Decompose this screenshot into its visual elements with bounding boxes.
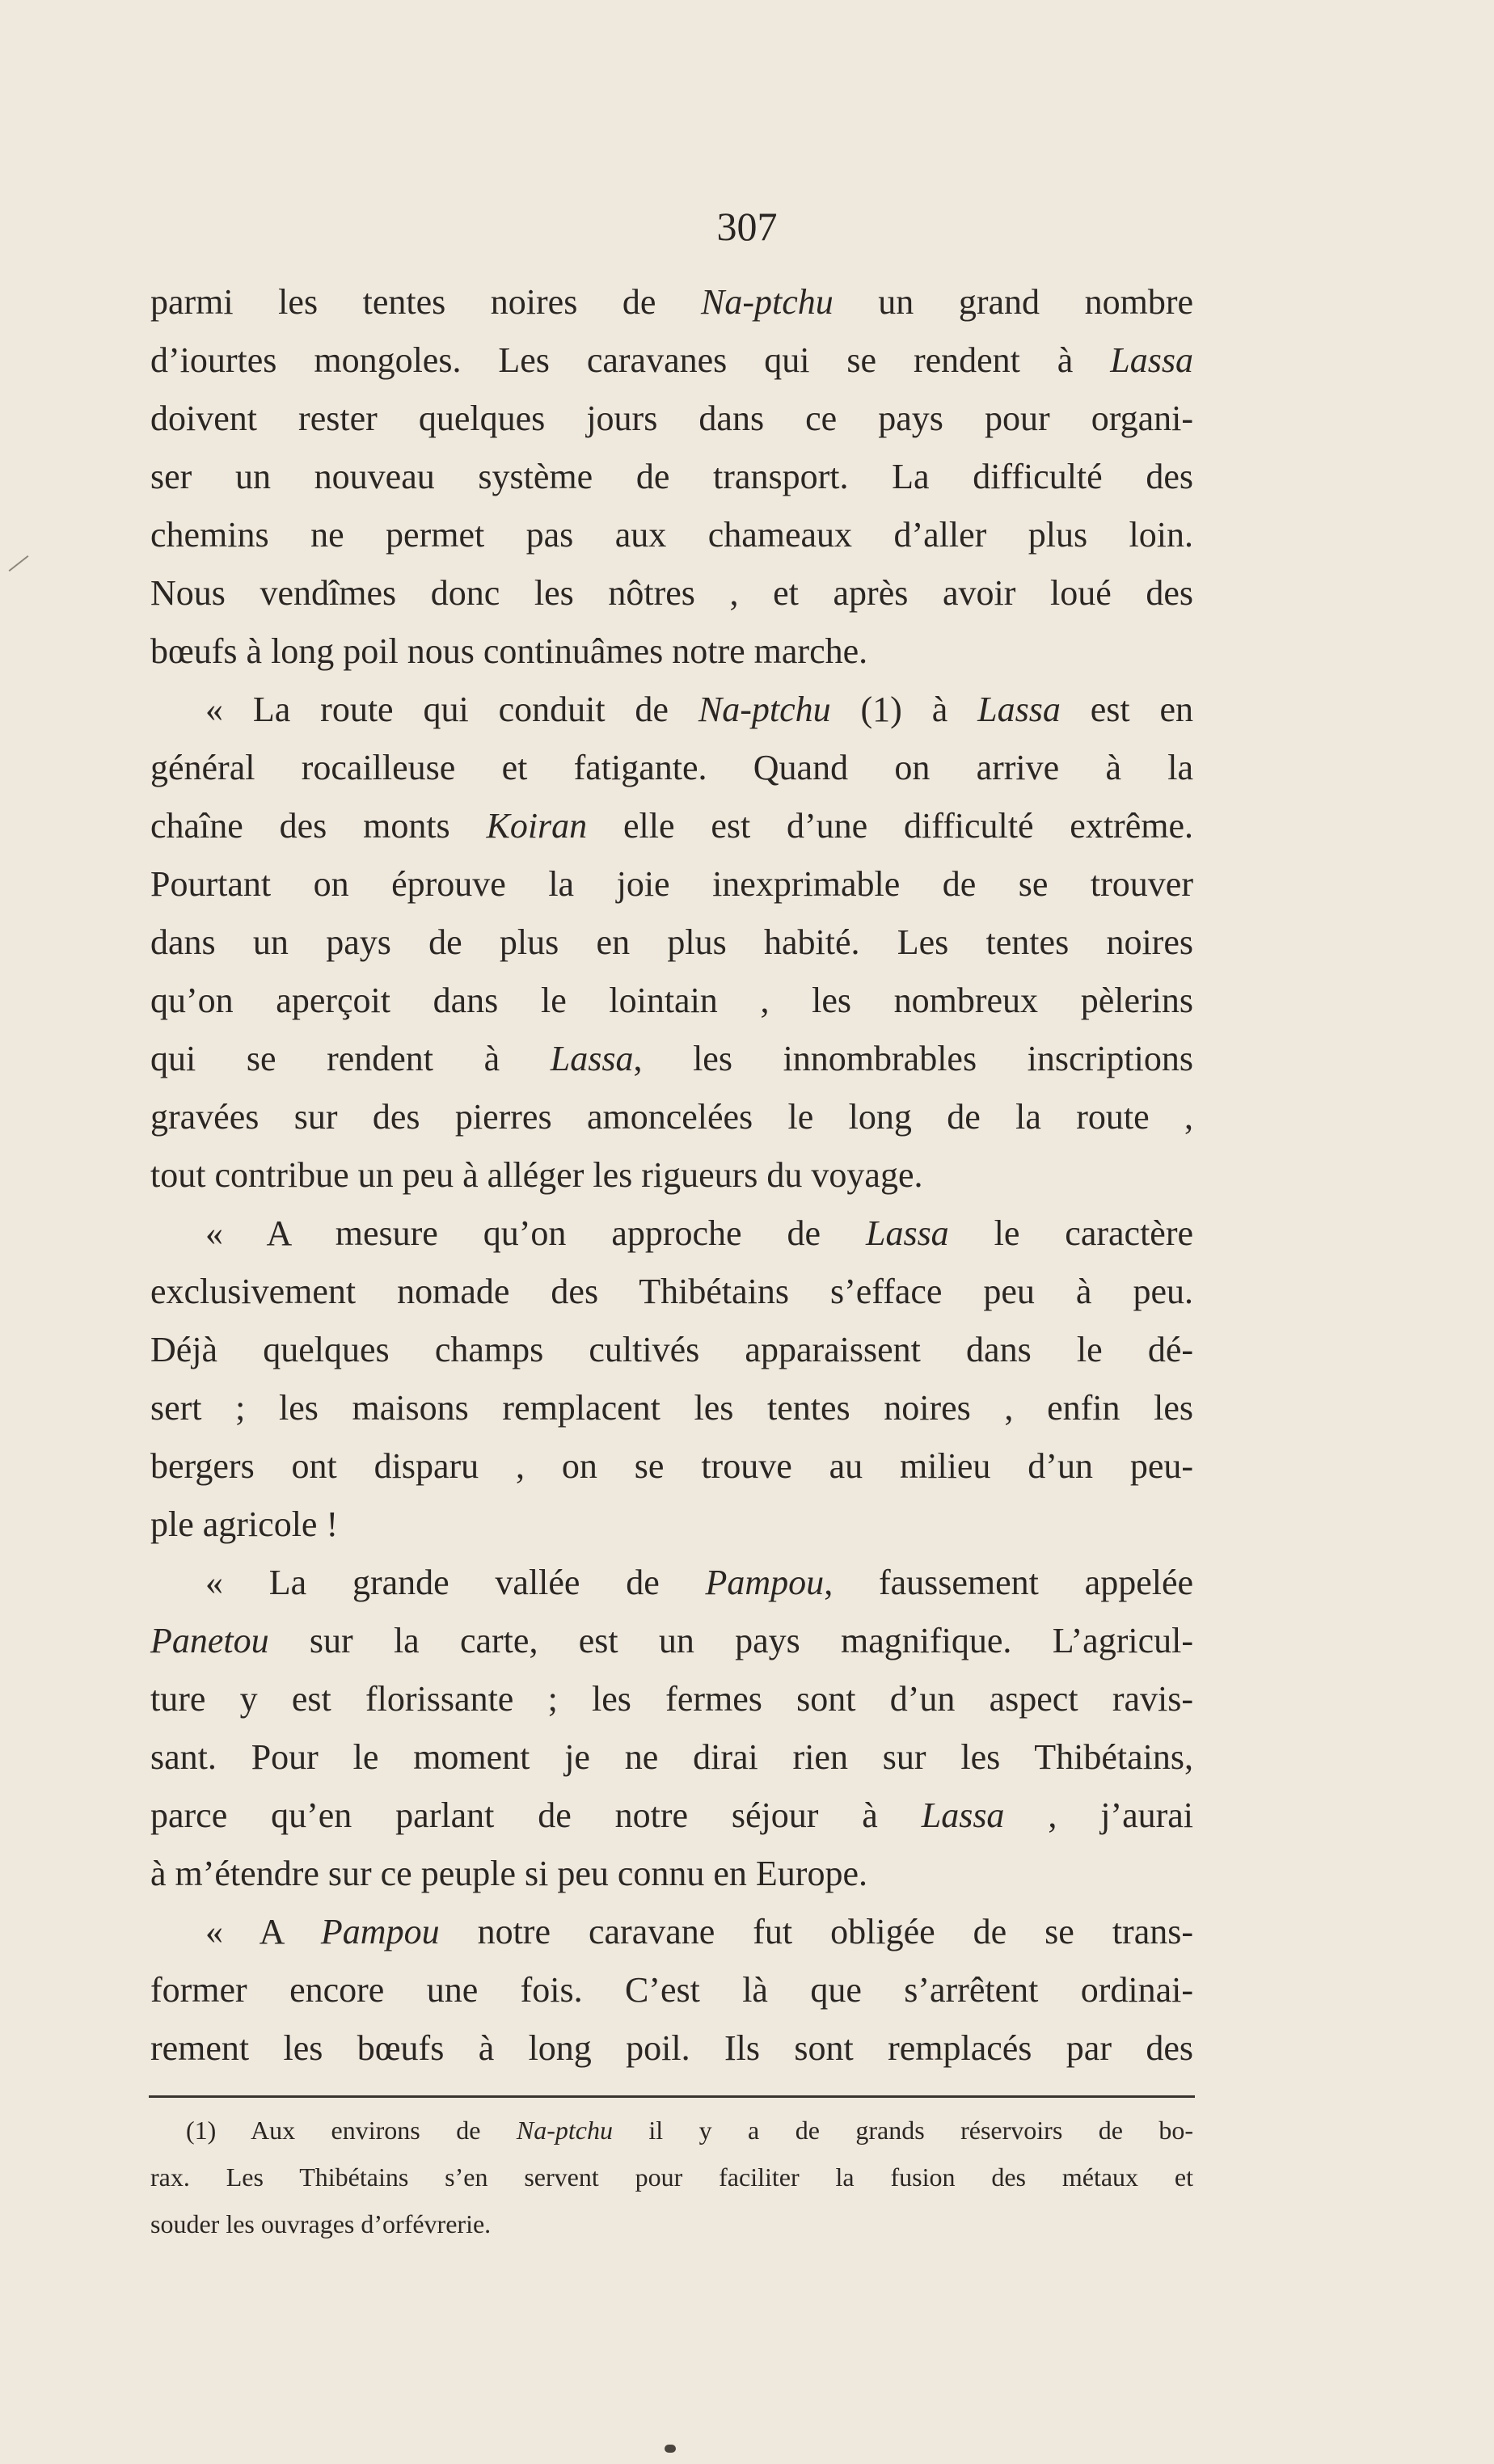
text-line: Déjà quelques champs cultivés apparaissent dans le dé-: [150, 1330, 1193, 1369]
text-line: d’iourtes mongoles. Les caravanes qui se rendent à Lassa: [150, 340, 1193, 380]
text-line: qu’on aperçoit dans le lointain , les nombreux pèlerins: [150, 981, 1193, 1020]
footnote-rule: [149, 2095, 1195, 2098]
text-line: sert ; les maisons remplacent les tentes noires , enfin les: [150, 1388, 1193, 1428]
text-line: bergers ont disparu , on se trouve au milieu d’un peu-: [150, 1446, 1193, 1486]
italic-place-name: Lassa: [1110, 340, 1193, 380]
italic-place-name: Pampou: [320, 1912, 440, 1951]
text-line: Panetou sur la carte, est un pays magnifique. L’agricul-: [150, 1621, 1193, 1660]
body-text: [150, 273, 1193, 2078]
text-line: à m’étendre sur ce peuple si peu connu en Europe.: [150, 1854, 867, 1893]
italic-place-name: Pampou: [705, 1563, 825, 1602]
text-line: général rocailleuse et fatigante. Quand on arrive à la: [150, 748, 1193, 787]
margin-pencil-mark: [9, 555, 29, 572]
text-line: ture y est florissante ; les fermes sont d’un aspect ravis-: [150, 1679, 1193, 1719]
text-line: « A mesure qu’on approche de Lassa le caractère: [205, 1213, 1193, 1253]
text-line: tout contribue un peu à alléger les rigueurs du voyage.: [150, 1155, 923, 1195]
text-line: chaîne des monts Koiran elle est d’une difficulté extrême.: [150, 806, 1193, 846]
text-line: ser un nouveau système de transport. La difficulté des: [150, 457, 1193, 496]
text-line: bœufs à long poil nous continuâmes notre marche.: [150, 631, 868, 671]
text-line: former encore une fois. C’est là que s’arrêtent ordinai-: [150, 1970, 1193, 2010]
italic-place-name: Na-ptchu: [698, 690, 831, 729]
text-line: sant. Pour le moment je ne dirai rien sur les Thibétains,: [150, 1737, 1193, 1777]
italic-place-name: Lassa: [921, 1795, 1005, 1835]
italic-place-name: Na-ptchu: [700, 282, 834, 322]
italic-place-name: Na-ptchu: [516, 2116, 613, 2145]
footnote-line: rax. Les Thibétains s’en servent pour faciliter la fusion des métaux et: [150, 2162, 1193, 2192]
text-line: gravées sur des pierres amoncelées le long de la route ,: [150, 1097, 1193, 1137]
ink-speck: [665, 2445, 676, 2453]
text-line: qui se rendent à Lassa, les innombrables inscriptions: [150, 1039, 1194, 1078]
text-line: Pourtant on éprouve la joie inexprimable de se trouver: [150, 864, 1193, 904]
text-line: chemins ne permet pas aux chameaux d’aller plus loin.: [150, 515, 1193, 555]
page-number: 307: [716, 204, 778, 249]
italic-place-name: Koiran: [486, 806, 588, 846]
text-line: parce qu’en parlant de notre séjour à Lassa , j’aurai: [150, 1795, 1194, 1835]
text-line: dans un pays de plus en plus habité. Les tentes noires: [150, 922, 1193, 962]
italic-place-name: Lassa: [865, 1213, 949, 1253]
text-line: doivent rester quelques jours dans ce pays pour organi-: [150, 399, 1193, 438]
text-line: « La grande vallée de Pampou, faussement appelée: [205, 1563, 1194, 1602]
text-line: parmi les tentes noires de Na-ptchu un grand nombre: [150, 282, 1194, 322]
italic-place-name: Panetou: [150, 1621, 269, 1660]
footnote-line: (1) Aux environs de Na-ptchu il y a de grands réservoirs de bo-: [186, 2116, 1194, 2145]
text-line: ple agricole !: [150, 1504, 339, 1544]
text-line: rement les bœufs à long poil. Ils sont remplacés par des: [150, 2028, 1193, 2068]
text-line: exclusivement nomade des Thibétains s’efface peu à peu.: [150, 1272, 1193, 1311]
footnote: [150, 2107, 1193, 2247]
text-line: « La route qui conduit de Na-ptchu (1) à Lassa est en: [205, 690, 1194, 729]
italic-place-name: Lassa: [550, 1039, 634, 1078]
italic-place-name: Lassa: [977, 690, 1061, 729]
footnote-line: souder les ouvrages d’orfévrerie.: [150, 2209, 492, 2238]
text-line: Nous vendîmes donc les nôtres , et après avoir loué des: [150, 573, 1193, 613]
text-line: « A Pampou notre caravane fut obligée de se trans-: [205, 1912, 1194, 1951]
